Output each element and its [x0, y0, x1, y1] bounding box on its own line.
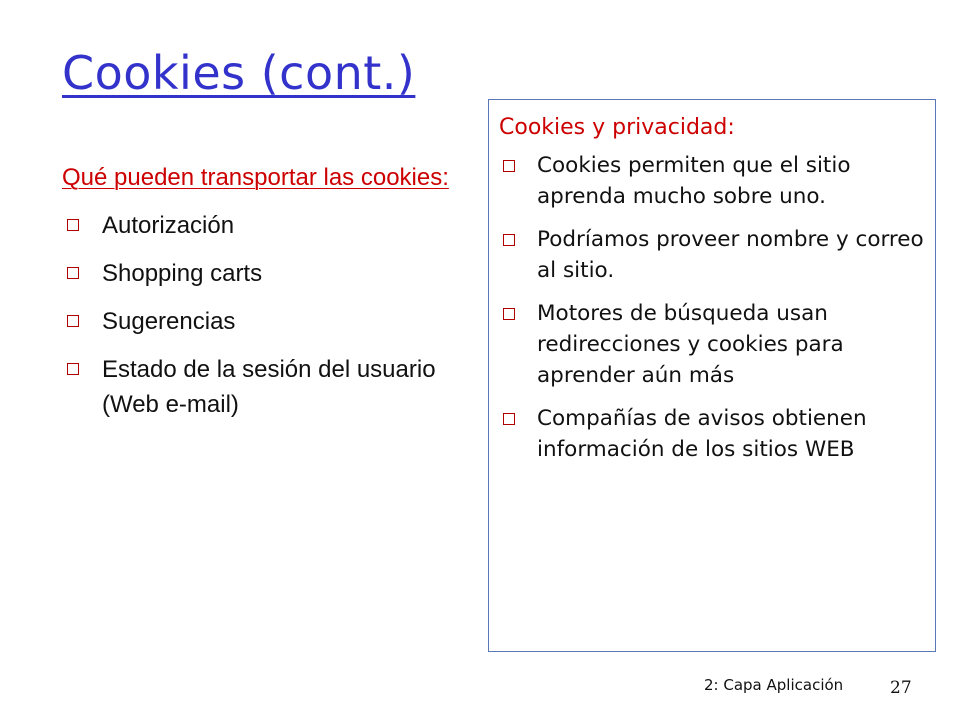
slide-footer: 2: Capa Aplicación [704, 676, 844, 694]
list-item [62, 256, 482, 291]
list-item-text: Shopping carts [102, 260, 263, 287]
list-item-text: Estado de la sesión del usuario (Web e-mail) [102, 356, 436, 418]
right-heading: Cookies y privacidad: [499, 115, 735, 140]
left-heading-text: Qué pueden transportar las cookies: [62, 164, 449, 191]
square-bullet-icon [67, 315, 79, 327]
list-item-text: Sugerencias [102, 308, 236, 335]
left-list [62, 208, 482, 422]
privacy-box [488, 99, 936, 652]
list-item [499, 298, 927, 391]
square-bullet-icon [503, 234, 515, 246]
list-item-text: Compañías de avisos obtienen información de los sitios WEB [537, 406, 867, 462]
left-heading [62, 162, 482, 194]
square-bullet-icon [67, 219, 79, 231]
list-item [499, 224, 927, 286]
list-item [499, 150, 927, 212]
square-bullet-icon [503, 308, 515, 320]
slide-title: Cookies (cont.) [62, 46, 416, 100]
list-item [62, 208, 482, 243]
list-item [62, 304, 482, 339]
left-column [62, 162, 482, 435]
square-bullet-icon [67, 363, 79, 375]
list-item [499, 403, 927, 465]
list-item-text: Podríamos proveer nombre y correo al sitio. [537, 227, 924, 283]
list-item-text: Cookies permiten que el sitio aprenda mucho sobre uno. [537, 153, 851, 209]
page-number: 27 [890, 678, 912, 698]
square-bullet-icon [67, 267, 79, 279]
list-item-text: Motores de búsqueda usan redirecciones y cookies para aprender aún más [537, 301, 844, 388]
list-item [62, 352, 482, 422]
square-bullet-icon [503, 413, 515, 425]
list-item-text: Autorización [102, 212, 235, 239]
right-list [499, 150, 927, 465]
square-bullet-icon [503, 160, 515, 172]
